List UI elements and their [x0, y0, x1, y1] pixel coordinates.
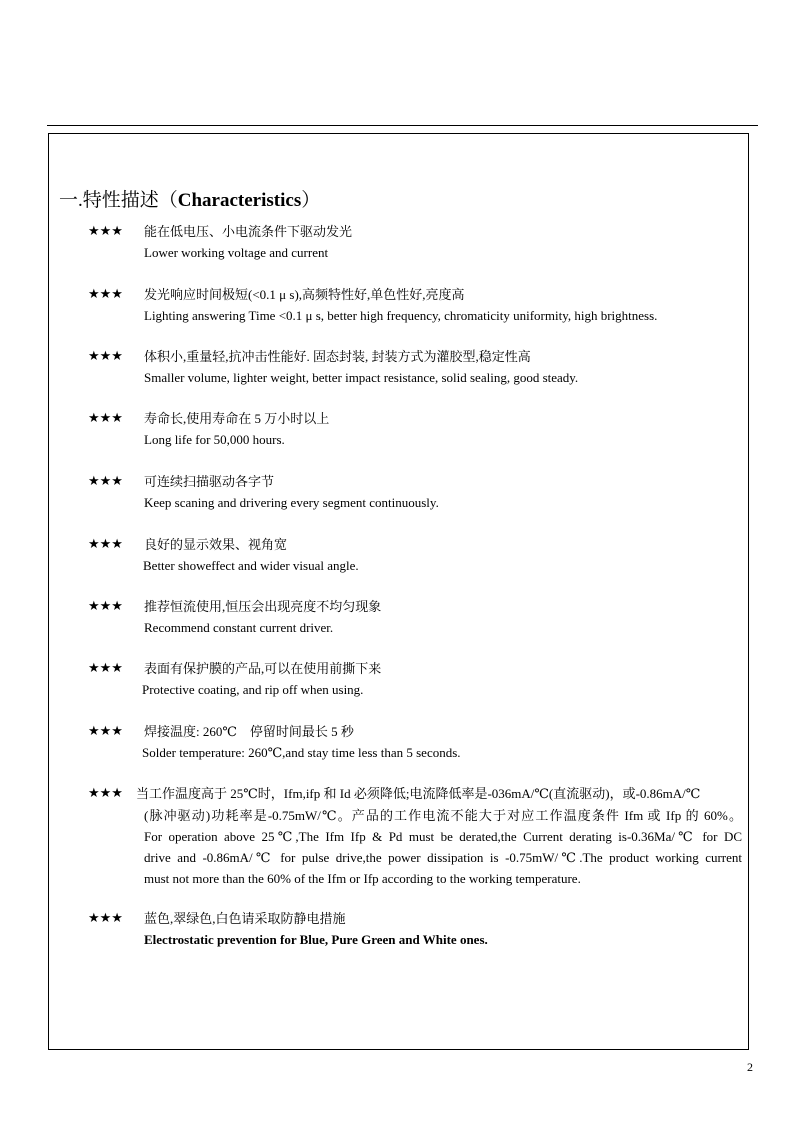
item-cn-text: 寿命长,使用寿命在 5 万小时以上 — [144, 411, 330, 426]
item-en-text: Recommend constant current driver. — [144, 620, 334, 635]
item-en-text: Lower working voltage and current — [144, 245, 329, 260]
section-title — [59, 189, 320, 213]
item-cn-text: 焊接温度: 260℃ 停留时间最长 5 秒 — [144, 724, 354, 739]
item-cn-text: 可连续扫描驱动各字节 — [144, 474, 275, 489]
star-rating-icon: ★★★ — [88, 599, 123, 614]
item-cn-text-line2: (脉冲驱动)功耗率是-0.75mW/℃。产品的工作电流不能大于对应工作温度条件 Ifm 或 Ifp 的 60%。 — [144, 808, 743, 823]
item-en-text: Keep scaning and drivering every segment continuously. — [144, 495, 439, 510]
star-rating-icon: ★★★ — [88, 411, 123, 426]
star-rating-icon: ★★★ — [88, 911, 123, 926]
item-en-text: Better showeffect and wider visual angle. — [143, 558, 359, 573]
section-title-en: Characteristics — [177, 190, 302, 211]
star-rating-icon: ★★★ — [88, 474, 123, 489]
item-en-text-line1: For operation above 25℃,The Ifm Ifp & Pd must be derated,the Current derating is-0.36Ma/℃ for DC — [144, 829, 742, 844]
item-en-text-line3: must not more than the 60% of the Ifm or Ifp according to the working temperature. — [144, 871, 581, 886]
item-cn-text: 能在低电压、小电流条件下驱动发光 — [144, 224, 353, 239]
item-cn-text: 蓝色,翠绿色,白色请采取防静电措施 — [144, 911, 346, 926]
section-title-cn: 一.特性描述（ — [59, 190, 178, 211]
item-en-text-line2: drive and -0.86mA/℃ for pulse drive,the power dissipation is -0.75mW/℃.The product working current — [144, 850, 742, 865]
item-cn-text-line1: 当工作温度高于 25℃时，Ifm,ifp 和 Id 必须降低;电流降低率是-036mA/℃(直流驱动)，或-0.86mA/℃ — [136, 786, 701, 801]
item-en-text: Long life for 50,000 hours. — [144, 432, 285, 447]
star-rating-icon: ★★★ — [88, 724, 123, 739]
item-cn-text: 体积小,重量轻,抗冲击性能好. 固态封装, 封装方式为灌胶型,稳定性高 — [144, 349, 531, 364]
star-rating-icon: ★★★ — [88, 287, 123, 302]
star-rating-icon: ★★★ — [88, 537, 123, 552]
item-cn-text: 良好的显示效果、视角宽 — [144, 537, 288, 552]
item-en-text: Protective coating, and rip off when using. — [142, 682, 364, 697]
star-rating-icon: ★★★ — [88, 224, 123, 239]
section-title-close: ） — [301, 190, 321, 211]
header-rule — [47, 125, 758, 126]
item-cn-text: 推荐恒流使用,恒压会出现亮度不均匀现象 — [144, 599, 382, 614]
item-cn-text: 发光响应时间极短(<0.1 μ s),高频特性好,单色性好,亮度高 — [144, 287, 465, 302]
star-rating-icon: ★★★ — [88, 786, 123, 801]
item-en-text: Lighting answering Time <0.1 μ s, better high frequency, chromaticity uniformity, high brightness. — [144, 308, 658, 323]
item-en-text: Electrostatic prevention for Blue, Pure Green and White ones. — [144, 932, 488, 947]
item-en-text: Smaller volume, lighter weight, better impact resistance, solid sealing, good steady. — [144, 370, 579, 385]
item-cn-text: 表面有保护膜的产品,可以在使用前撕下来 — [144, 661, 382, 676]
star-rating-icon: ★★★ — [88, 661, 123, 676]
page-number: 2 — [747, 1060, 753, 1074]
item-en-text: Solder temperature: 260℃,and stay time less than 5 seconds. — [142, 745, 461, 760]
star-rating-icon: ★★★ — [88, 349, 123, 364]
